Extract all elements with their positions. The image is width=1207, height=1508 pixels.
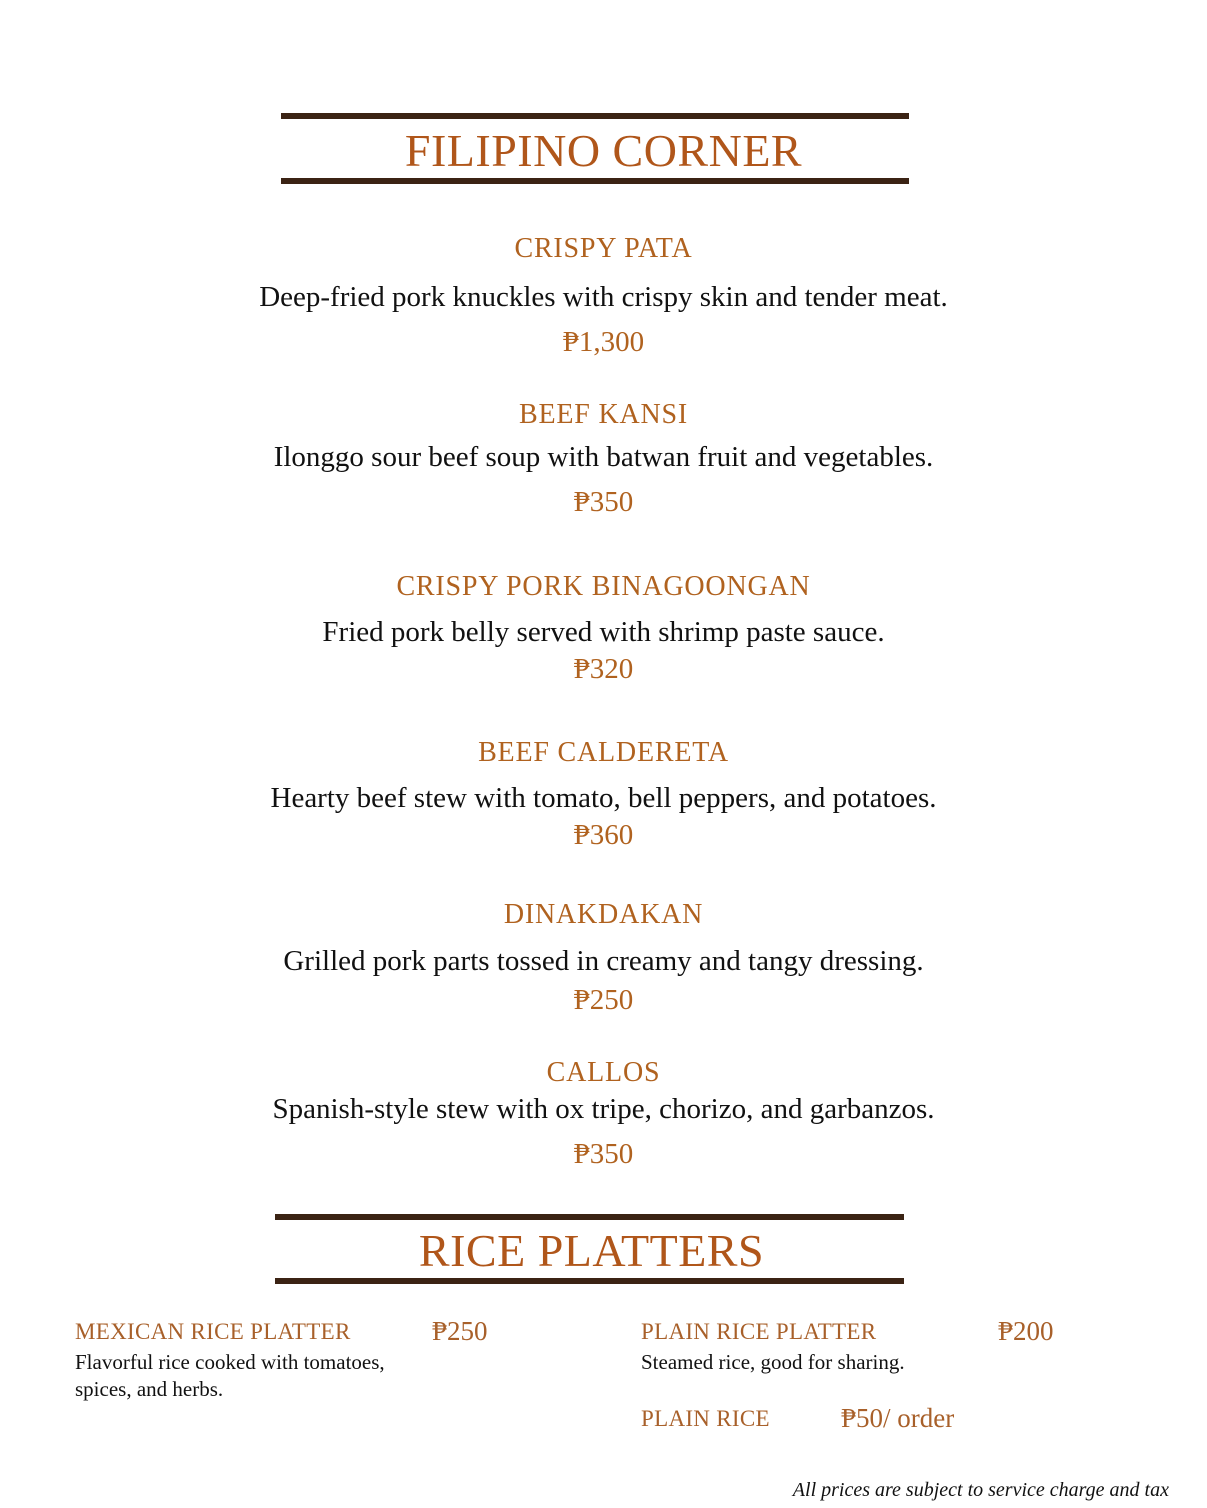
section-rule-bottom: [275, 1278, 904, 1284]
item-name: CRISPY PORK BINAGOONGAN: [396, 571, 811, 602]
item-name: CRISPY PATA: [514, 233, 693, 264]
item-price: ₱250: [573, 984, 634, 1016]
menu-item-dinakdakan: [0, 901, 1207, 1015]
section-rule-top: [275, 1214, 904, 1220]
menu-item-mexican-rice-platter: [75, 1316, 575, 1403]
item-name: CALLOS: [546, 1057, 661, 1088]
item-price: ₱350: [573, 1138, 634, 1170]
item-description: [641, 1349, 1091, 1376]
section-title-rice-platters: RICE PLATTERS: [418, 1225, 765, 1276]
menu-item-beef-kansi: [0, 401, 1207, 517]
item-name: PLAIN RICE PLATTER: [641, 1319, 877, 1344]
menu-item-beef-caldereta: [0, 739, 1207, 850]
item-price: ₱320: [573, 653, 634, 685]
item-description: Deep-fried pork knuckles with crispy skin and tender meat.: [259, 281, 948, 313]
section-rule-bottom: [281, 178, 909, 184]
item-description: Grilled pork parts tossed in creamy and tangy dressing.: [283, 945, 924, 977]
item-name: BEEF KANSI: [518, 399, 688, 430]
footer-note: All prices are subject to service charge and tax: [792, 1479, 1169, 1501]
section-title-filipino-corner: FILIPINO CORNER: [404, 125, 803, 176]
section-rule-top: [281, 113, 909, 119]
item-description-line: Flavorful rice cooked with tomatoes,: [75, 1350, 385, 1374]
menu-item-plain-rice: [641, 1403, 1091, 1433]
item-price: ₱1,300: [562, 326, 645, 358]
item-description: Spanish-style stew with ox tripe, chorizo, and garbanzos.: [272, 1093, 935, 1125]
item-name: BEEF CALDERETA: [478, 737, 729, 768]
item-description-line: Steamed rice, good for sharing.: [641, 1350, 905, 1374]
item-name: DINAKDAKAN: [503, 899, 704, 930]
item-description: Ilonggo sour beef soup with batwan fruit and vegetables.: [273, 441, 934, 473]
item-name: PLAIN RICE: [641, 1406, 770, 1431]
item-description: Fried pork belly served with shrimp paste sauce.: [322, 616, 885, 648]
menu-item-crispy-pork-binagoongan: [0, 573, 1207, 684]
item-price: ₱50/ order: [841, 1403, 955, 1433]
item-name: MEXICAN RICE PLATTER: [75, 1319, 351, 1344]
item-description-line: spices, and herbs.: [75, 1377, 224, 1401]
item-description: [75, 1349, 575, 1403]
menu-item-callos: [0, 1059, 1207, 1169]
menu-item-plain-rice-platter: [641, 1316, 1091, 1376]
item-price: ₱350: [573, 486, 634, 518]
item-price: ₱250: [432, 1316, 488, 1346]
item-price: ₱200: [998, 1316, 1054, 1346]
item-description: Hearty beef stew with tomato, bell peppers, and potatoes.: [270, 782, 937, 814]
menu-item-crispy-pata: [0, 235, 1207, 357]
item-price: ₱360: [573, 819, 634, 851]
